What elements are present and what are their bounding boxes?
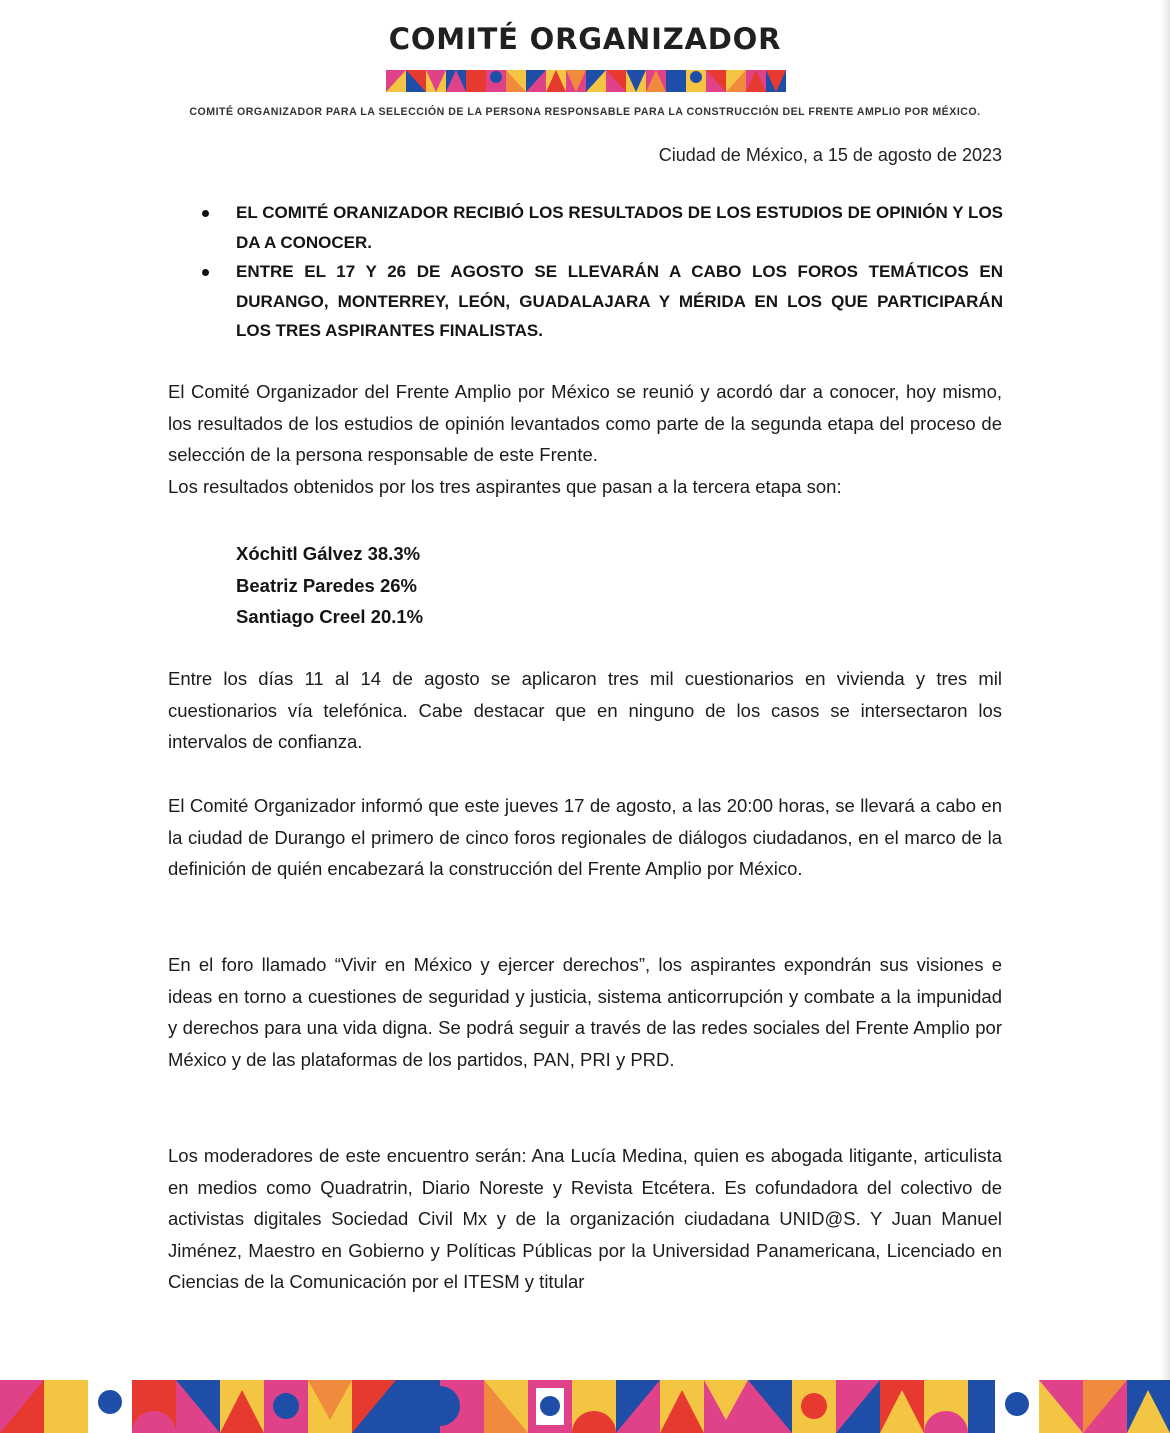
bullet-text: ENTRE EL 17 Y 26 DE AGOSTO SE LLEVARÁN A CABO LOS FOROS TEMÁTICOS EN DURANGO, MONTERREY, LEÓN, GUADALAJARA Y MÉRIDA EN LOS QUE PARTICIPARÁN LOS TRES ASPIRANTES FINALISTAS. xyxy=(236,262,1003,340)
candidate-result: Beatriz Paredes 26% xyxy=(236,574,417,596)
highlight-bullets xyxy=(200,198,1003,346)
paragraph-intro-text: El Comité Organizador del Frente Amplio por México se reunió y acordó dar a conocer, hoy mismo, los resultados de los estudios de opinión levantados como parte de la segunda etapa del proceso de selección de la persona responsable de este Frente. xyxy=(168,381,1002,466)
bullet-text: EL COMITÉ ORANIZADOR RECIBIÓ LOS RESULTADOS DE LOS ESTUDIOS DE OPINIÓN Y LOS DA A CONOCER. xyxy=(236,203,1003,252)
paragraph-intro xyxy=(168,376,1002,502)
paragraph-forum-announcement: El Comité Organizador informó que este jueves 17 de agosto, a las 20:00 horas, se llevará a cabo en la ciudad de Durango el primero de cinco foros regionales de diálogos ciudadanos, en el marco de la definición de quién encabezará la construcción del Frente Amplio por México. xyxy=(168,795,1002,880)
logo-pattern-band xyxy=(386,70,786,92)
paragraph-moderators: Los moderadores de este encuentro serán: Ana Lucía Medina, quien es abogada litigante, articulista en medios como Quadratrin, Diario Noreste y Revista Etcétera. Es cofundadora del colectivo de activistas digitales Sociedad Civil Mx y de la organización ciudadana UNID@S. Y Juan Manuel Jiménez, Maestro en Gobierno y Políticas Públicas por la Universidad Panamericana, Licenciado en Ciencias de la Comunicación por el ITESM y titular xyxy=(168,1145,1002,1293)
bullet-item xyxy=(200,257,1003,346)
bullet-dot-icon xyxy=(202,210,209,217)
document-title: COMITÉ ORGANIZADOR xyxy=(388,22,782,56)
page-edge xyxy=(1160,0,1170,1433)
paragraph-methodology: Entre los días 11 al 14 de agosto se aplicaron tres mil cuestionarios en vivienda y tres mil cuestionarios vía telefónica. Cabe destacar que en ninguno de los casos se intersectaron los intervalos de confianza. xyxy=(168,668,1002,753)
candidate-result: Santiago Creel 20.1% xyxy=(236,606,424,628)
dateline: Ciudad de México, a 15 de agosto de 2023 xyxy=(658,145,1002,165)
bullet-item xyxy=(200,198,1003,257)
bullet-dot-icon xyxy=(202,269,209,276)
paragraph-results-lead: Los resultados obtenidos por los tres aspirantes que pasan a la tercera etapa son: xyxy=(168,475,842,497)
candidate-results xyxy=(236,538,423,633)
document-subtitle: COMITÉ ORGANIZADOR PARA LA SELECCIÓN DE LA PERSONA RESPONSABLE PARA LA CONSTRUCCIÓN DEL FRENTE AMPLIO POR MÉXICO. xyxy=(189,106,981,118)
footer-pattern-band xyxy=(0,1380,1170,1433)
candidate-result: Xóchitl Gálvez 38.3% xyxy=(236,543,421,564)
paragraph-forum-topics: En el foro llamado “Vivir en México y ejercer derechos”, los aspirantes expondrán sus visiones e ideas en torno a cuestiones de seguridad y justicia, sistema anticorrupción y combate a la impunidad y derechos para una vida digna. Se podrá seguir a través de las redes sociales del Frente Amplio por México y de las plataformas de los partidos, PAN, PRI y PRD. xyxy=(168,954,1002,1070)
